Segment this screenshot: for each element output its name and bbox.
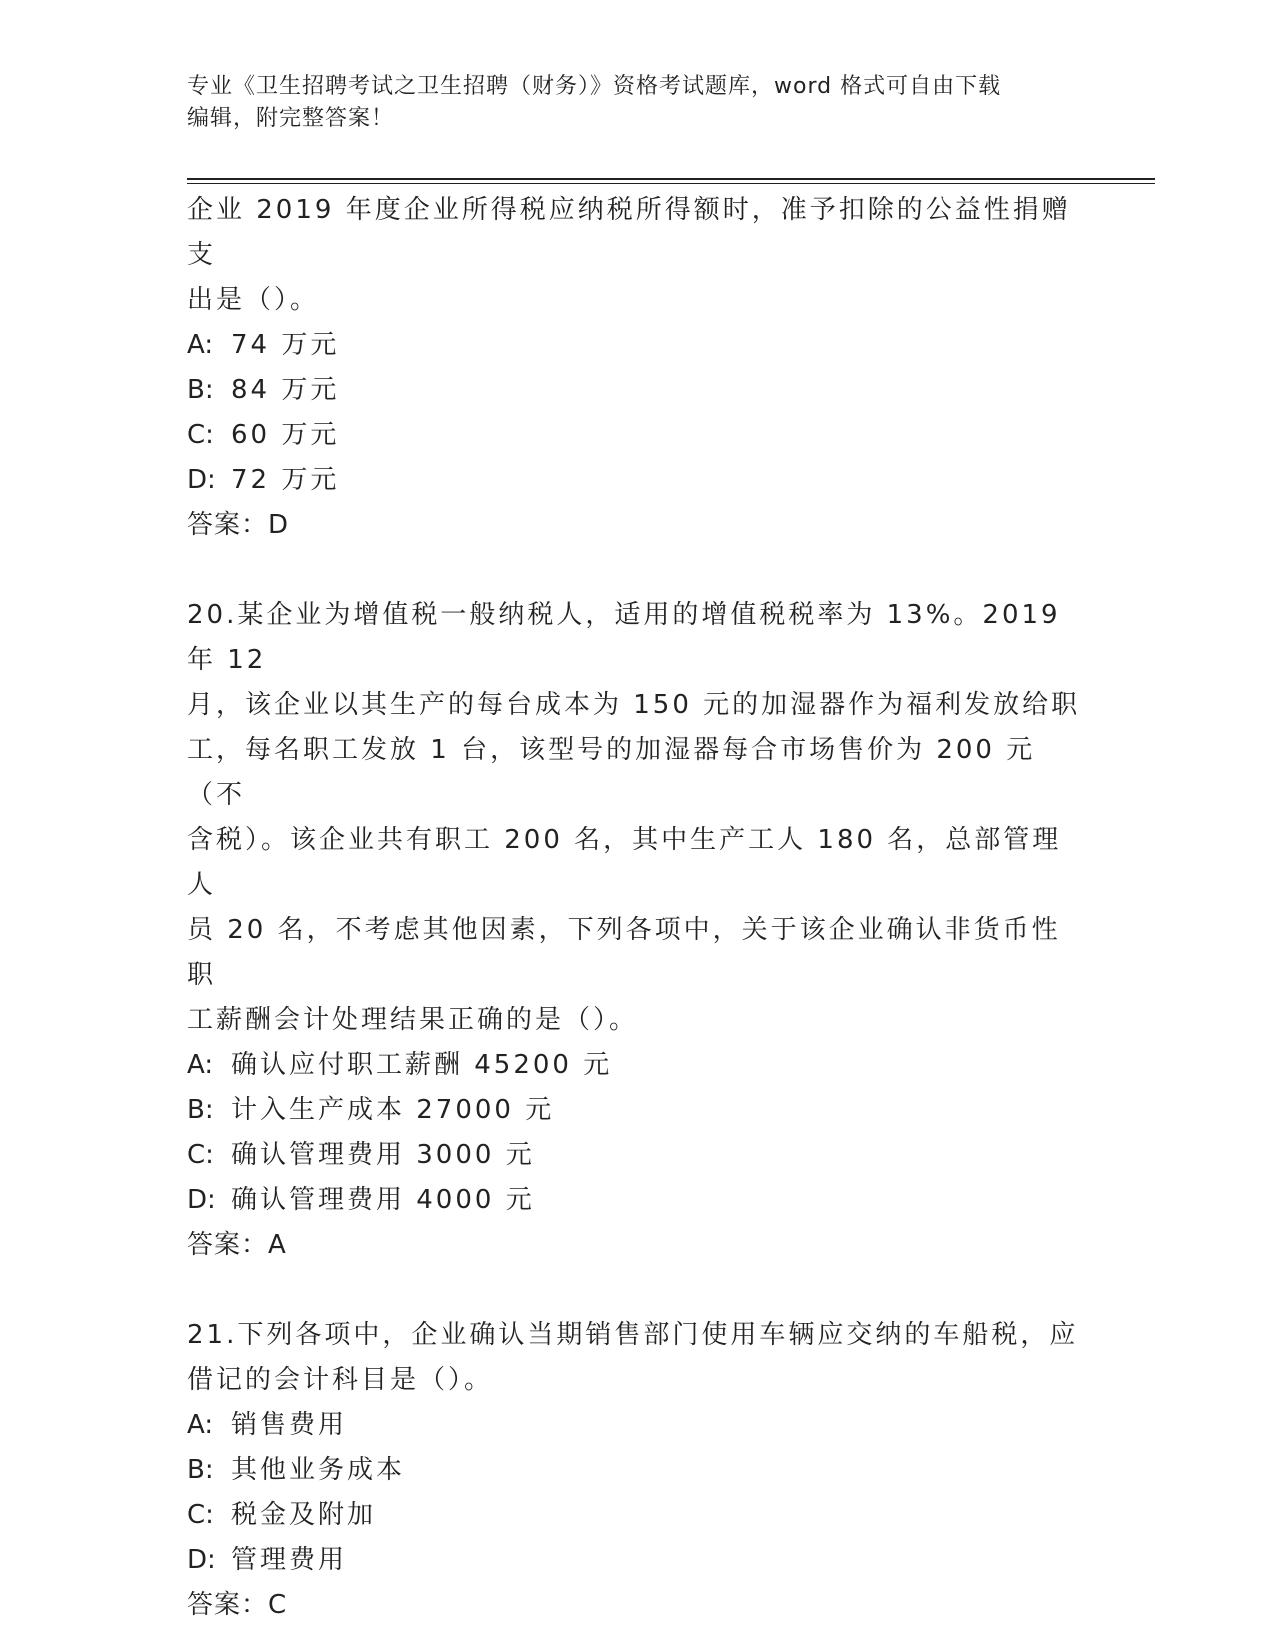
option-b [187,368,1087,413]
option-label: B: [187,1455,214,1485]
header-divider-thick [187,178,1155,180]
option-label: A: [187,1410,214,1440]
option-text: 84 万元 [231,375,340,405]
option-text: 确认应付职工薪酬 45200 元 [231,1050,613,1080]
question-text-line: 20.某企业为增值税一般纳税人，适用的增值税税率为 13%。2019 年 12 [187,600,1061,675]
question-text-line: 企业 2019 年度企业所得税应纳税所得额时，准予扣除的公益性捐赠支 [187,195,1071,270]
option-c [187,413,1087,458]
question-text-line: 含税）。该企业共有职工 200 名，其中生产工人 180 名，总部管理人 [187,825,1062,900]
option-a [187,1043,1087,1088]
question-20 [187,593,1087,1268]
header-divider-thin [187,183,1155,184]
question-list [187,188,1087,1628]
answer: 答案：D [187,510,290,540]
option-text: 管理费用 [231,1545,348,1575]
option-label: A: [187,330,214,360]
option-b [187,1088,1087,1133]
option-label: B: [187,1095,214,1125]
option-text: 销售费用 [231,1410,348,1440]
question-text-line: 出是（）。 [187,285,320,315]
option-text: 其他业务成本 [231,1455,406,1485]
option-text: 60 万元 [231,420,340,450]
option-label: A: [187,1050,214,1080]
option-text: 72 万元 [231,465,340,495]
option-label: C: [187,1500,214,1530]
option-text: 确认管理费用 3000 元 [231,1140,535,1170]
question-text-line: 工，每名职工发放 1 台，该型号的加湿器每合市场售价为 200 元（不 [187,735,1036,810]
question-19 [187,188,1087,548]
option-label: D: [187,1185,216,1215]
option-c [187,1133,1087,1178]
option-label: C: [187,1140,214,1170]
question-text-line: 21.下列各项中，企业确认当期销售部门使用车辆应交纳的车船税，应 [187,1320,1079,1350]
option-c [187,1493,1087,1538]
option-text: 计入生产成本 27000 元 [231,1095,555,1125]
header-line-1: 专业《卫生招聘考试之卫生招聘（财务）》资格考试题库，word 格式可自由下载 [187,74,1002,99]
option-a [187,323,1087,368]
header-line-2: 编辑，附完整答案！ [187,106,395,131]
document-header [187,71,1087,135]
question-text-line: 月，该企业以其生产的每台成本为 150 元的加湿器作为福利发放给职 [187,690,1081,720]
option-d [187,1178,1087,1223]
option-label: C: [187,420,214,450]
question-21 [187,1313,1087,1628]
option-d [187,1538,1087,1583]
option-text: 确认管理费用 4000 元 [231,1185,535,1215]
question-text-line: 员 20 名，不考虑其他因素，下列各项中，关于该企业确认非货币性职 [187,915,1061,990]
option-text: 74 万元 [231,330,340,360]
option-label: D: [187,465,216,495]
option-text: 税金及附加 [231,1500,377,1530]
question-text-line: 工薪酬会计处理结果正确的是（）。 [187,1005,639,1035]
option-a [187,1403,1087,1448]
spacer [187,548,1087,593]
option-label: B: [187,375,214,405]
option-d [187,458,1087,503]
answer: 答案：C [187,1590,288,1620]
question-text-line: 借记的会计科目是（）。 [187,1365,494,1395]
answer: 答案：A [187,1230,287,1260]
option-b [187,1448,1087,1493]
spacer [187,1268,1087,1313]
option-label: D: [187,1545,216,1575]
